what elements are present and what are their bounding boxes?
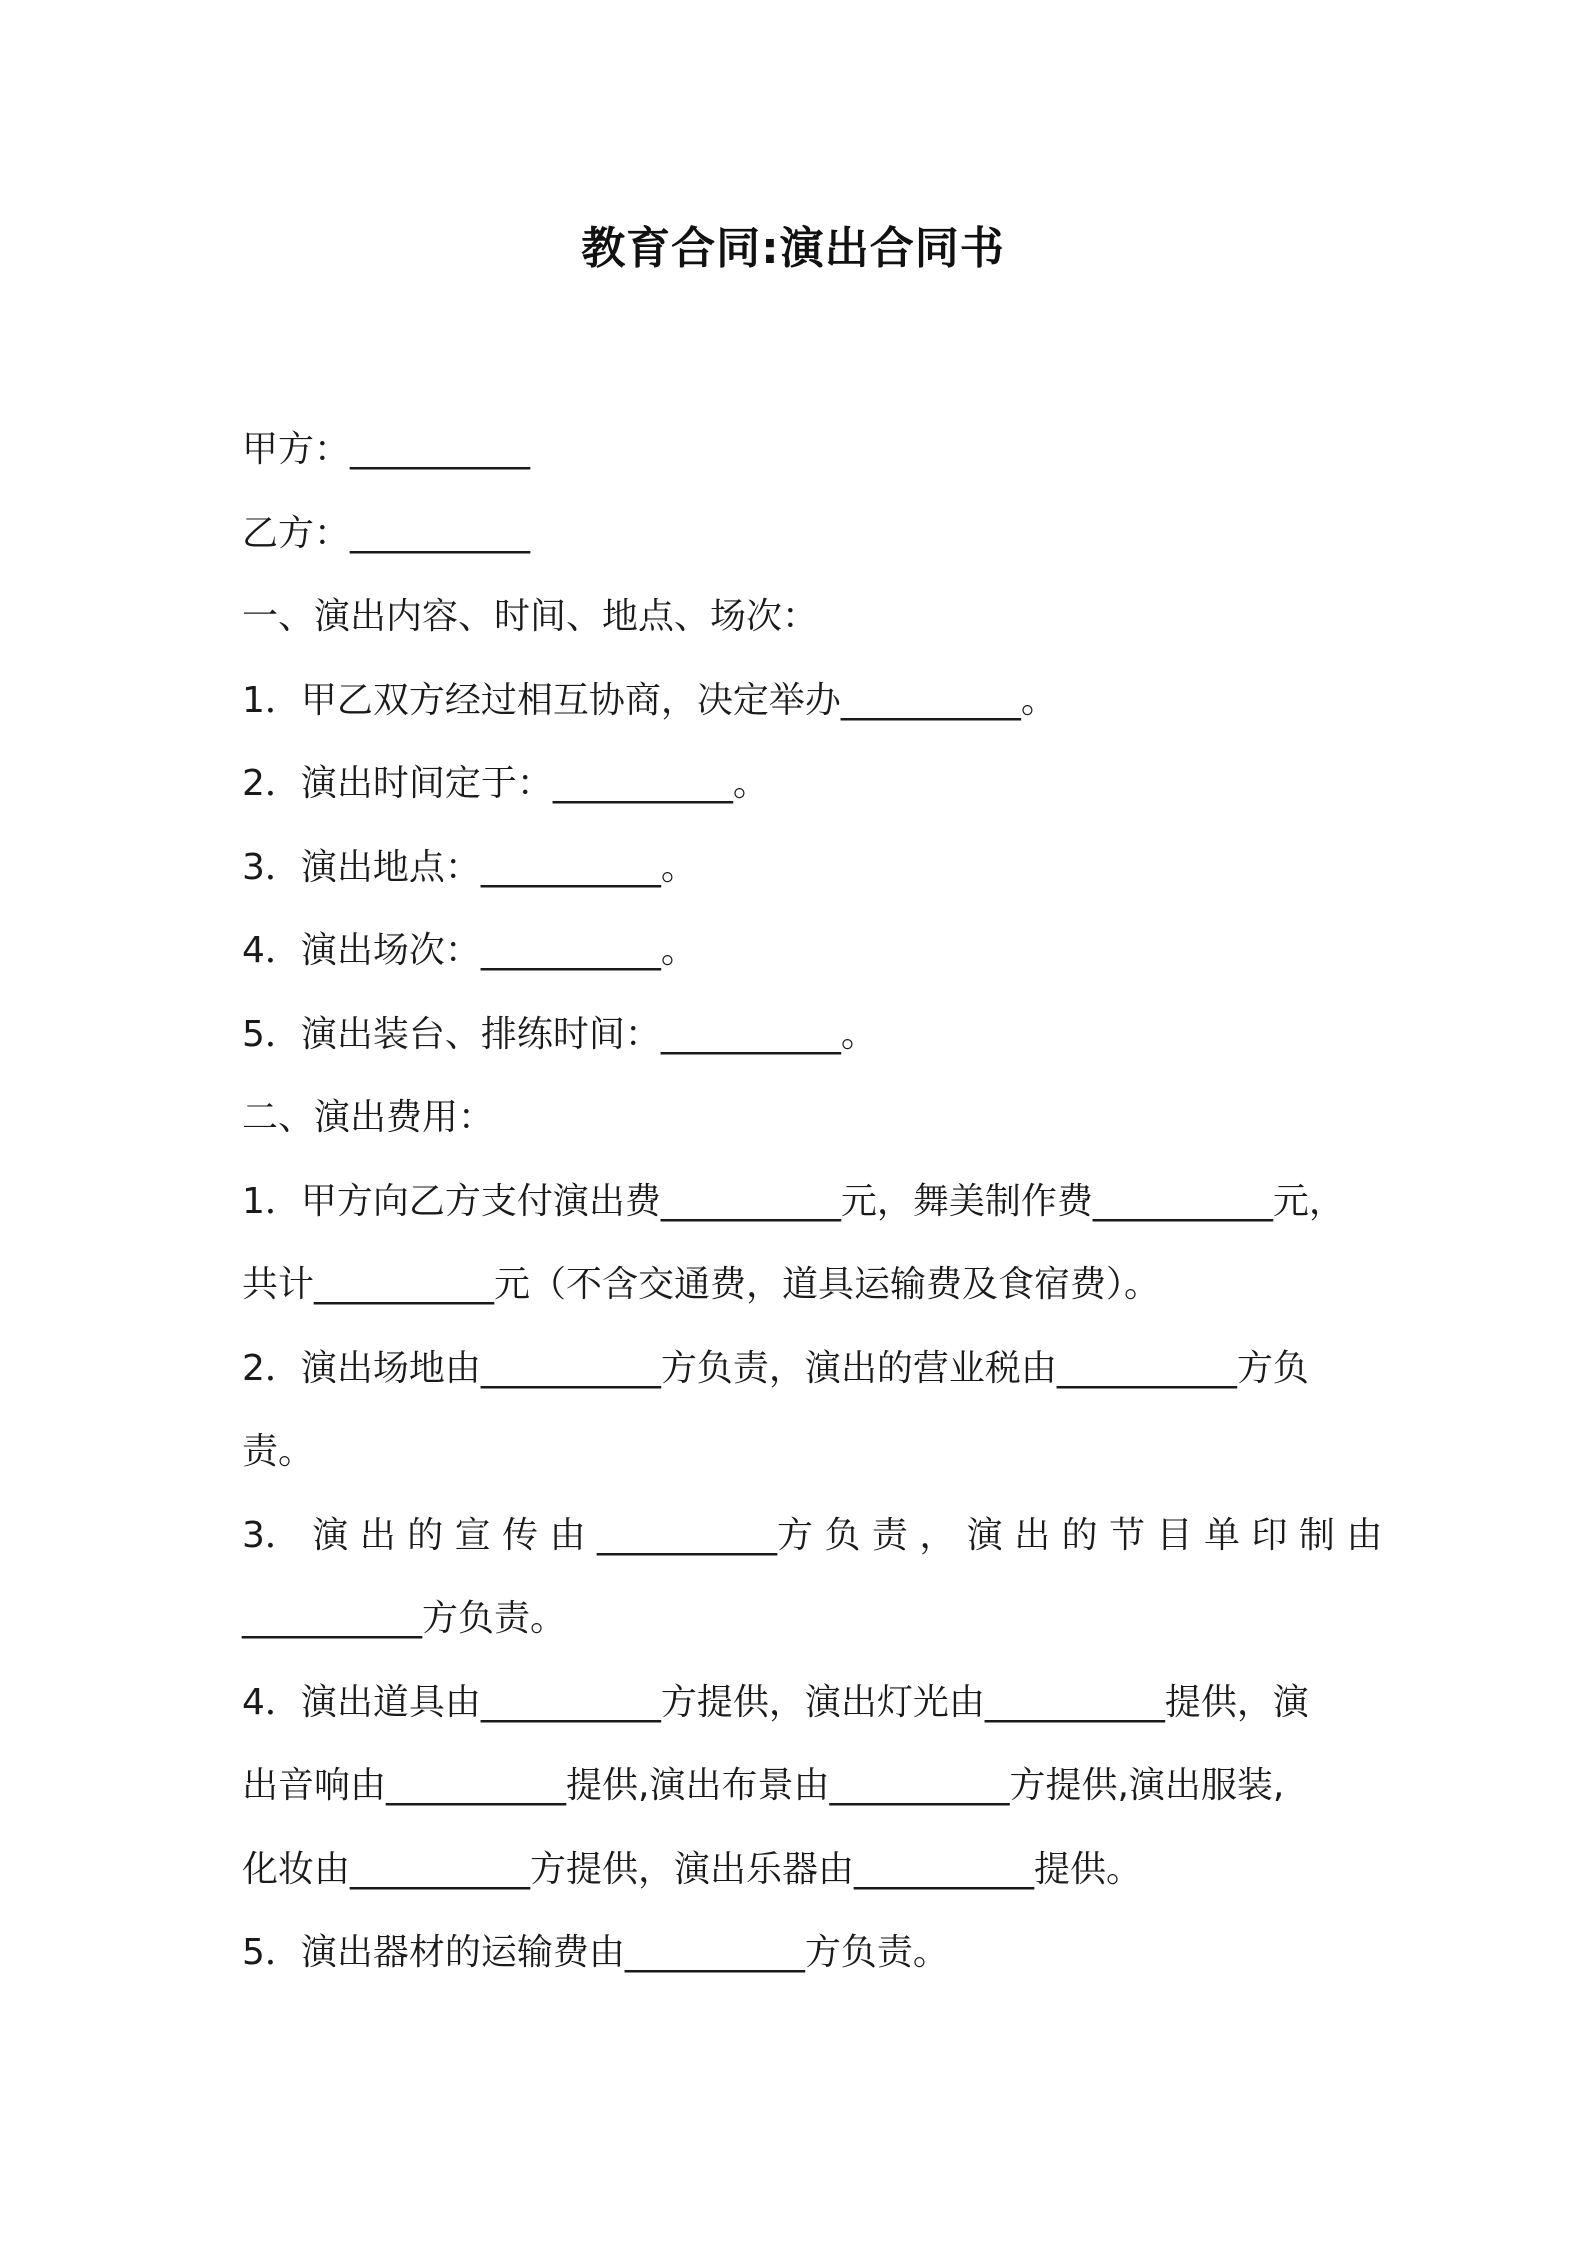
clause-2-4-line-1: 4．演出道具由__________方提供，演出灯光由__________提供，演 — [242, 1681, 1309, 1723]
clause-1-1: 1．甲乙双方经过相互协商，决定举办__________。 — [242, 679, 1057, 721]
document-title: 教育合同:演出合同书 — [581, 223, 1005, 274]
clause-2-2-line-1: 2．演出场地由__________方负责，演出的营业税由__________方负 — [242, 1347, 1309, 1389]
party-a-line: 甲方：__________ — [242, 429, 531, 470]
clause-2-5: 5．演出器材的运输费由__________方负责。 — [242, 1932, 949, 1973]
clause-1-4: 4．演出场次：__________。 — [242, 930, 697, 971]
clause-2-3-line-2: __________方负责。 — [242, 1598, 567, 1639]
clause-2-4-line-2: 出音响由__________提供,演出布景由__________方提供,演出服装, — [242, 1765, 1285, 1806]
document-body — [242, 408, 1383, 1995]
clause-1-3: 3．演出地点：__________。 — [242, 846, 697, 888]
clause-2-3-line-1: 3． 演 出 的 宣 传 由 __________方 负 责 ， 演 出 的 节 目 单 印 制 由 — [242, 1514, 1383, 1556]
clause-2-4-line-3: 化妆由__________方提供，演出乐器由__________提供。 — [242, 1848, 1143, 1890]
clause-1-5: 5．演出装台、排练时间：__________。 — [242, 1013, 877, 1055]
clause-2-1-line-1: 1．甲方向乙方支付演出费__________元，舞美制作费__________元， — [242, 1180, 1345, 1222]
clause-2-1-line-2: 共计__________元（不含交通费，道具运输费及食宿费）。 — [242, 1264, 1161, 1305]
clause-2-2-line-2: 责。 — [242, 1431, 315, 1472]
clause-1-2: 2．演出时间定于：__________。 — [242, 763, 769, 804]
section-2-heading: 二、演出费用： — [242, 1097, 495, 1138]
party-b-line: 乙方：__________ — [242, 512, 531, 554]
section-1-heading: 一、演出内容、时间、地点、场次： — [242, 596, 819, 637]
